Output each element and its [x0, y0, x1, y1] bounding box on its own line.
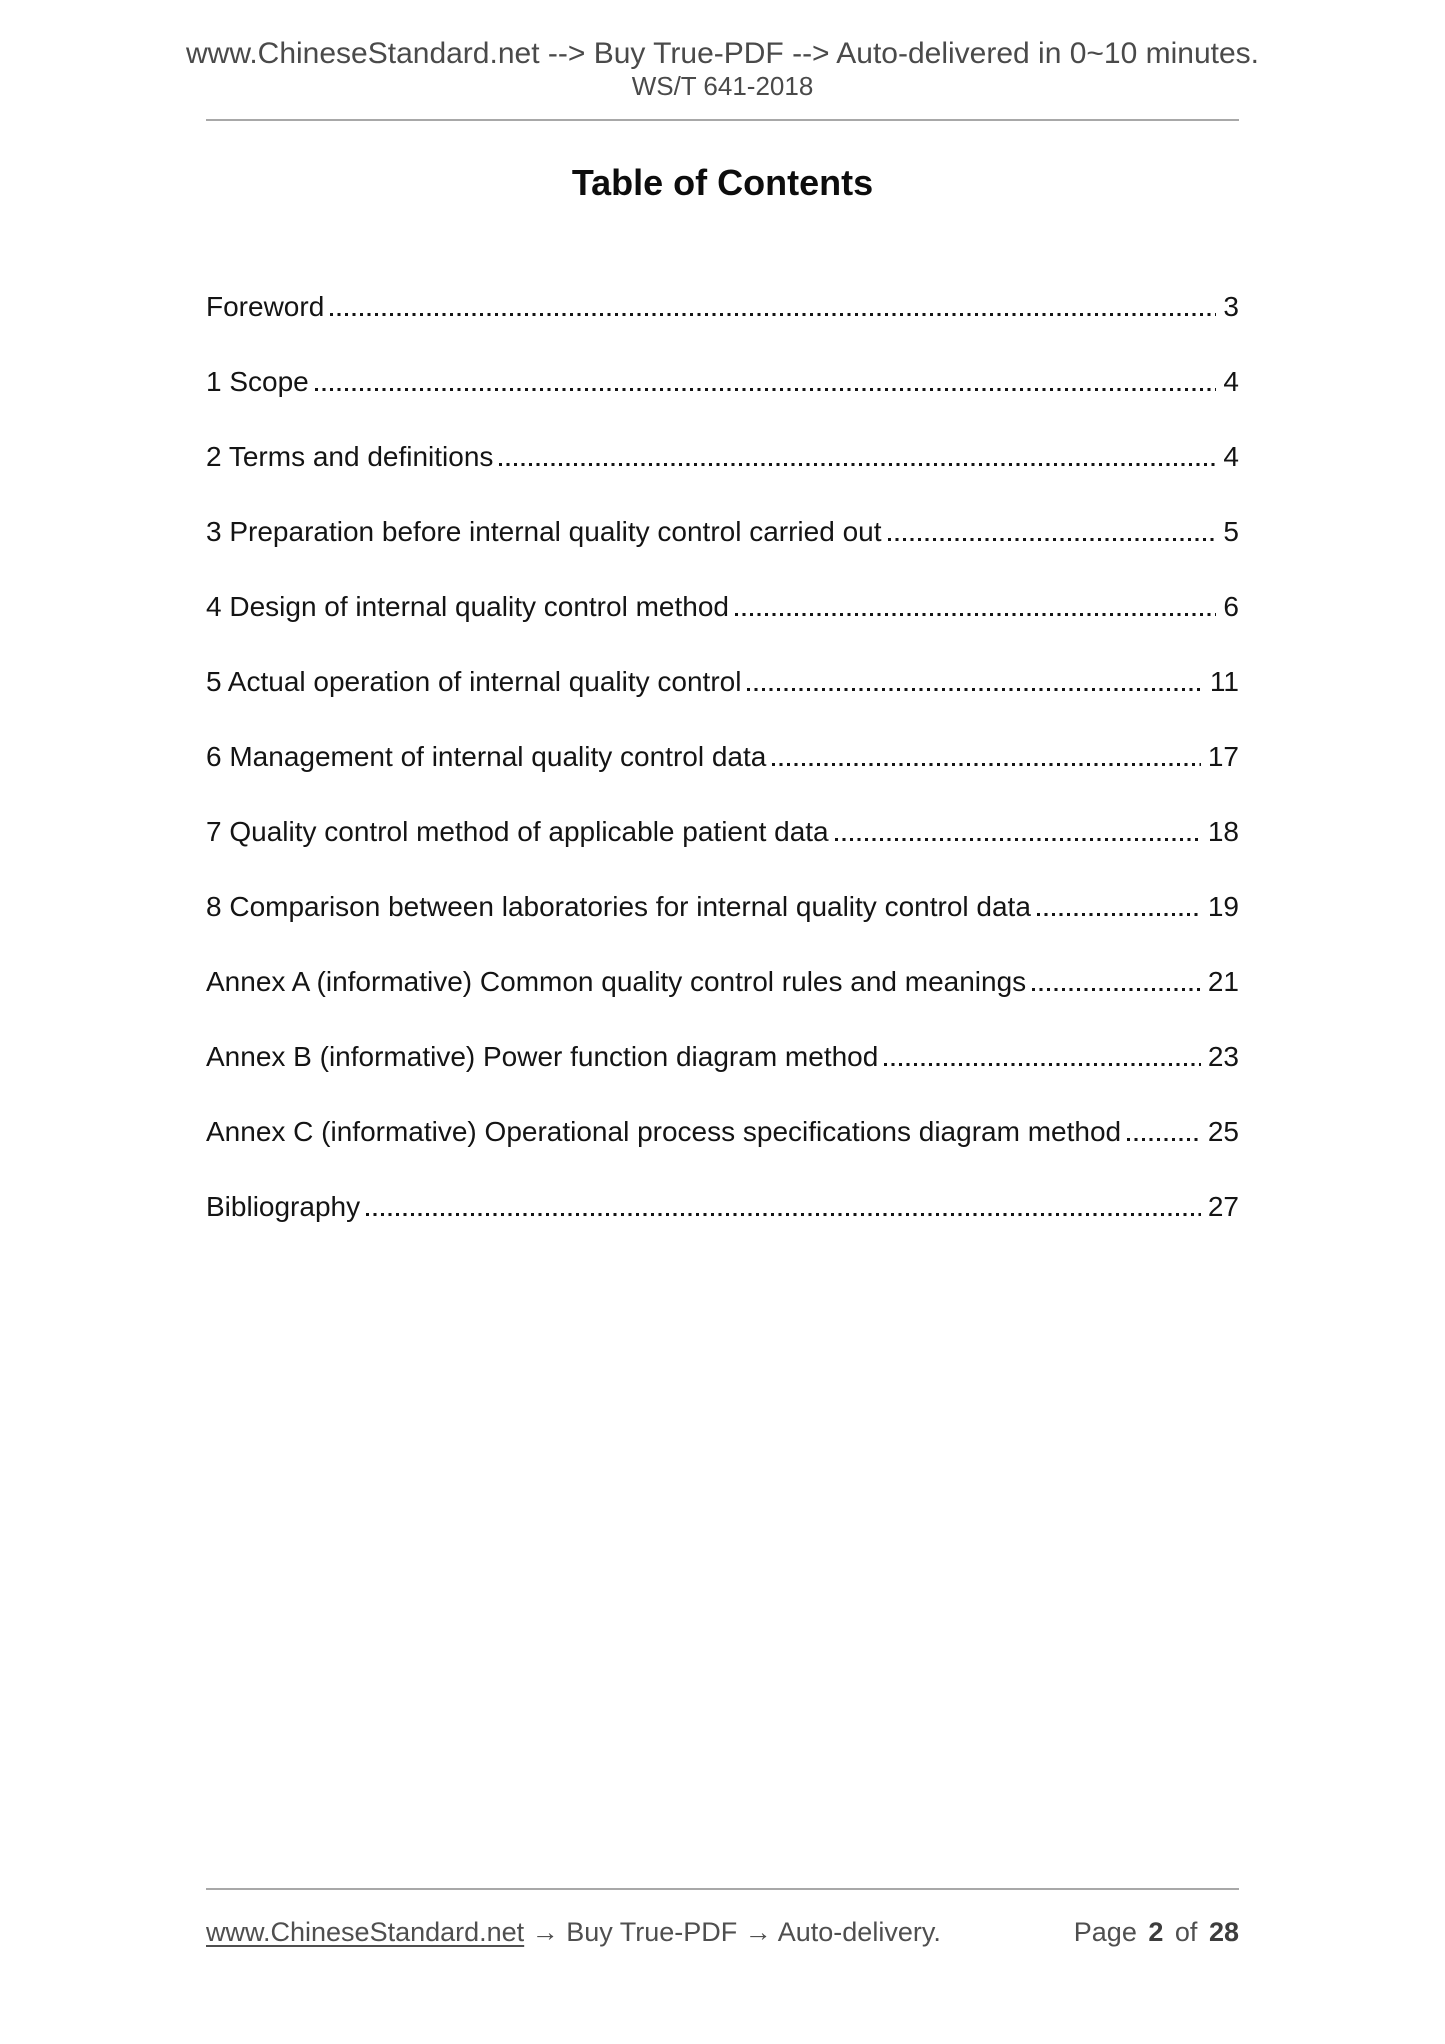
- toc-entry-page-number: 4: [1223, 441, 1239, 472]
- page-footer: [206, 1888, 1239, 1948]
- dot-leader: [315, 388, 1217, 391]
- dot-leader: [499, 463, 1216, 466]
- toc-entry-page-number: 25: [1207, 1116, 1239, 1147]
- toc-entry: [206, 366, 1239, 398]
- toc-entry-page-number: 18: [1207, 816, 1239, 847]
- toc-entry-page-number: 21: [1207, 966, 1239, 997]
- toc-entry-label: Annex C (informative) Operational process specifications diagram method: [206, 1116, 1122, 1147]
- toc-entry-label: 1 Scope: [206, 366, 309, 397]
- toc-entry-page-number: 27: [1207, 1191, 1239, 1222]
- page-indicator-label: Page: [1073, 1917, 1137, 1947]
- footer-tagline-text: → Buy True-PDF → Auto-delivery.: [531, 1917, 941, 1947]
- dot-leader: [1032, 988, 1201, 991]
- dot-leader: [772, 763, 1201, 766]
- total-page-count: 28: [1208, 1917, 1239, 1947]
- toc-entry-label: Foreword: [206, 291, 325, 322]
- toc-entry: [206, 516, 1239, 548]
- toc-entry-label: 4 Design of internal quality control method: [206, 591, 729, 622]
- toc-entry-label: Annex A (informative) Common quality control rules and meanings: [206, 966, 1027, 997]
- toc-entry-page-number: 6: [1223, 591, 1239, 622]
- toc-entry-page-number: 17: [1207, 741, 1239, 772]
- page-title: Table of Contents: [571, 162, 874, 203]
- toc-entry-page-number: 4: [1223, 366, 1239, 397]
- page-header: [0, 0, 1445, 121]
- toc-entry: [206, 291, 1239, 323]
- dot-leader: [1127, 1138, 1201, 1141]
- toc-entry: [206, 966, 1239, 998]
- toc-entry-page-number: 23: [1207, 1041, 1239, 1072]
- dot-leader: [366, 1213, 1201, 1216]
- toc-entry-label: 5 Actual operation of internal quality control: [206, 666, 742, 697]
- toc-entry: [206, 741, 1239, 773]
- toc-entry: [206, 1191, 1239, 1223]
- page-indicator: [1074, 1916, 1239, 1948]
- dot-leader: [888, 538, 1217, 541]
- dot-leader: [884, 1063, 1201, 1066]
- toc-entry-page-number: 3: [1223, 291, 1239, 322]
- footer-tagline: [206, 1916, 941, 1948]
- dot-leader: [330, 313, 1216, 316]
- table-of-contents: [206, 291, 1239, 1223]
- toc-entry-page-number: 5: [1223, 516, 1239, 547]
- toc-entry-label: Bibliography: [206, 1191, 361, 1222]
- toc-entry: [206, 1041, 1239, 1073]
- toc-entry-label: 3 Preparation before internal quality control carried out: [206, 516, 882, 547]
- current-page-number: 2: [1148, 1917, 1164, 1947]
- toc-entry-label: 6 Management of internal quality control data: [206, 741, 767, 772]
- header-divider: [206, 119, 1239, 121]
- toc-entry-label: Annex B (informative) Power function diagram method: [206, 1041, 879, 1072]
- toc-entry: [206, 666, 1239, 698]
- toc-entry-page-number: 11: [1209, 666, 1239, 697]
- toc-entry: [206, 441, 1239, 473]
- page-indicator-of-label: of: [1174, 1917, 1198, 1947]
- dot-leader: [735, 613, 1216, 616]
- toc-entry-label: 7 Quality control method of applicable patient data: [206, 816, 829, 847]
- toc-entry-label: 2 Terms and definitions: [206, 441, 494, 472]
- document-code: WS/T 641-2018: [631, 71, 814, 101]
- dot-leader: [1037, 913, 1201, 916]
- toc-entry: [206, 1116, 1239, 1148]
- toc-entry: [206, 816, 1239, 848]
- footer-website-link[interactable]: www.ChineseStandard.net: [206, 1917, 525, 1947]
- toc-entry-page-number: 19: [1207, 891, 1239, 922]
- header-banner-text: www.ChineseStandard.net --> Buy True-PDF --> Auto-delivered in 0~10 minutes.: [185, 37, 1260, 70]
- toc-entry: [206, 891, 1239, 923]
- toc-entry-label: 8 Comparison between laboratories for internal quality control data: [206, 891, 1031, 922]
- dot-leader: [835, 838, 1201, 841]
- dot-leader: [747, 688, 1202, 691]
- toc-entry: [206, 591, 1239, 623]
